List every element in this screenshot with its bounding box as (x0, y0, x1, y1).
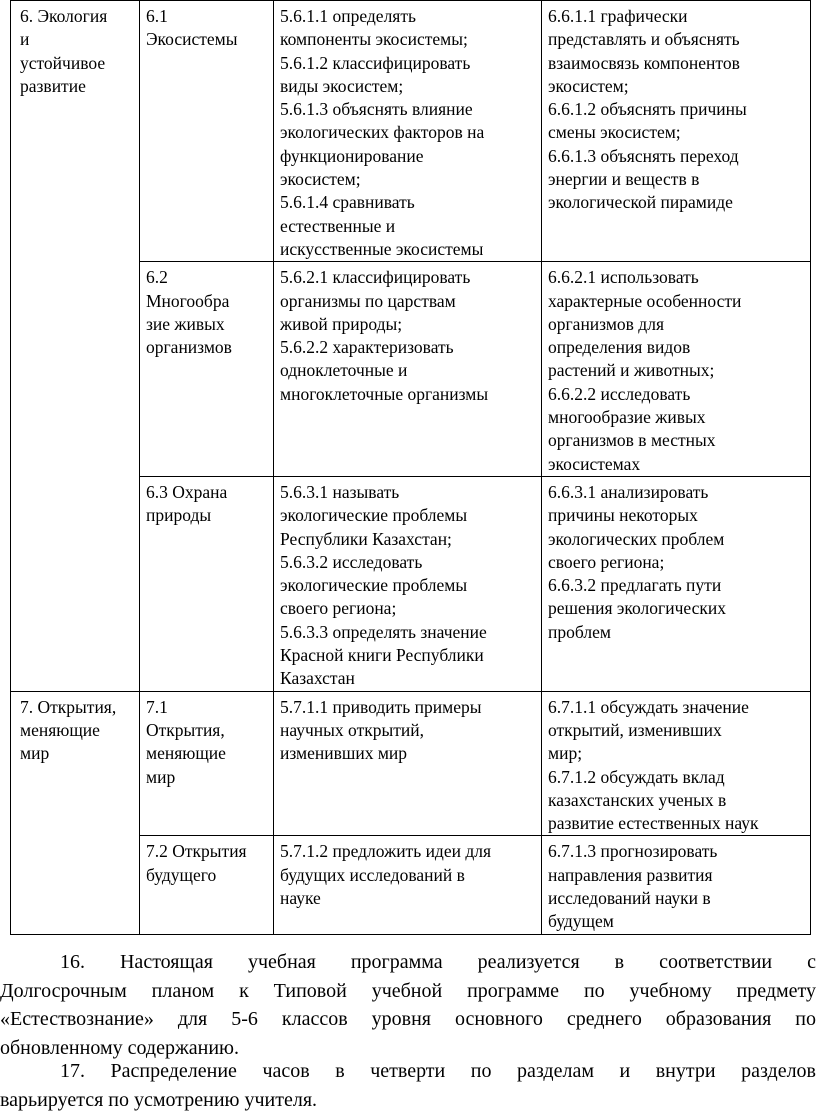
cell-text-line: 7.2 Открытия (146, 840, 267, 863)
cell-text-line: казахстанских ученых в (548, 789, 804, 812)
cell-text-line: 6.6.2.2 исследовать (548, 383, 804, 406)
cell-text-line: и (20, 28, 133, 51)
cell-text-line: 5.6.3.3 определять значение (280, 621, 535, 644)
cell-text-line: 5.6.1.2 классифицировать (280, 52, 535, 75)
paragraph-line: 16. Настоящая учебная программа реализуется в соответствии с (0, 948, 816, 977)
cell-text-line: будущего (146, 864, 267, 887)
cell-text-line: будущих исследований в (280, 864, 535, 887)
cell-text-line: естественные и (280, 215, 535, 238)
cell-text-line: организмов (146, 336, 267, 359)
cell-text-line: 5.7.1.1 приводить примеры (280, 696, 535, 719)
subsection-cell (140, 262, 274, 477)
cell-text-line: многообразие живых (548, 406, 804, 429)
section-cell (11, 1, 140, 692)
cell-text-line: исследований науки в (548, 887, 804, 910)
cell-text-line: характерные особенности (548, 290, 804, 313)
cell-text-line: меняющие (146, 742, 267, 765)
cell-text-line: науке (280, 887, 535, 910)
cell-text-line: растений и животных; (548, 359, 804, 382)
paragraph-line: «Естествознание» для 5-6 классов уровня основного среднего образования по (0, 1005, 816, 1034)
goals-grade5-cell (274, 476, 542, 691)
paragraph-17 (0, 1057, 816, 1114)
cell-text-line: 6.6.3.1 анализировать (548, 481, 804, 504)
cell-text-line: Открытия, (146, 719, 267, 742)
cell-text-line: многоклеточные организмы (280, 383, 535, 406)
cell-text-line: 6.6.1.1 графически (548, 5, 804, 28)
cell-text-line: 6.7.1.3 прогнозировать (548, 840, 804, 863)
goals-grade6-cell (542, 262, 811, 477)
cell-text-line: 5.6.2.1 классифицировать (280, 266, 535, 289)
cell-text-line: 5.6.3.2 исследовать (280, 551, 535, 574)
cell-text-line: 6.6.3.2 предлагать пути (548, 574, 804, 597)
subsection-cell (140, 691, 274, 836)
cell-text-line: Казахстан (280, 667, 535, 690)
cell-text-line: организмы по царствам (280, 290, 535, 313)
cell-text-line: 5.6.1.1 определять (280, 5, 535, 28)
cell-text-line: изменивших мир (280, 742, 535, 765)
cell-text-line: своего региона; (280, 597, 535, 620)
cell-text-line: одноклеточные и (280, 359, 535, 382)
cell-text-line: 6.7.1.1 обсуждать значение (548, 696, 804, 719)
cell-text-line: 5.7.1.2 предложить идеи для (280, 840, 535, 863)
cell-text-line: причины некоторых (548, 504, 804, 527)
cell-text-line: 6.1 (146, 5, 267, 28)
cell-text-line: 7. Открытия, (20, 696, 133, 719)
cell-text-line: организмов для (548, 313, 804, 336)
cell-text-line: 6.2 (146, 266, 267, 289)
cell-text-line: представлять и объяснять (548, 28, 804, 51)
cell-text-line: 6.6.1.3 объяснять переход (548, 145, 804, 168)
cell-text-line: функционирование (280, 145, 535, 168)
goals-grade5-cell (274, 691, 542, 836)
subsection-cell (140, 836, 274, 934)
cell-text-line: компоненты экосистемы; (280, 28, 535, 51)
cell-text-line: 5.6.1.4 сравнивать (280, 191, 535, 214)
cell-text-line: виды экосистем; (280, 75, 535, 98)
cell-text-line: экологических факторов на (280, 121, 535, 144)
cell-text-line: 5.6.2.2 характеризовать (280, 336, 535, 359)
cell-text-line: зие живых (146, 313, 267, 336)
cell-text-line: экологических проблем (548, 528, 804, 551)
curriculum-table (10, 0, 811, 935)
cell-text-line: экологической пирамиде (548, 191, 804, 214)
cell-text-line: направления развития (548, 864, 804, 887)
paragraph-line: обновленному содержанию. (0, 1034, 816, 1063)
paragraph-line: Долгосрочным планом к Типовой учебной программе по учебному предмету (0, 977, 816, 1006)
cell-text-line: экосистем; (280, 168, 535, 191)
cell-text-line: будущем (548, 910, 804, 933)
cell-text-line: открытий, изменивших (548, 719, 804, 742)
cell-text-line: 5.6.3.1 называть (280, 481, 535, 504)
cell-text-line: 6.3 Охрана (146, 481, 267, 504)
paragraph-16 (0, 948, 816, 1062)
cell-text-line: организмов в местных (548, 429, 804, 452)
cell-text-line: 6.7.1.2 обсуждать вклад (548, 766, 804, 789)
cell-text-line: 7.1 (146, 696, 267, 719)
cell-text-line: устойчивое (20, 52, 133, 75)
section-cell (11, 691, 140, 934)
cell-text-line: Многообра (146, 290, 267, 313)
goals-grade6-cell (542, 691, 811, 836)
paragraph-line: 17. Распределение часов в четверти по разделам и внутри разделов (0, 1057, 816, 1086)
goals-grade5-cell (274, 836, 542, 934)
cell-text-line: взаимосвязь компонентов (548, 52, 804, 75)
goals-grade6-cell (542, 476, 811, 691)
goals-grade6-cell (542, 1, 811, 262)
cell-text-line: Экосистемы (146, 28, 267, 51)
cell-text-line: проблем (548, 621, 804, 644)
cell-text-line: мир; (548, 742, 804, 765)
cell-text-line: определения видов (548, 336, 804, 359)
cell-text-line: экологические проблемы (280, 574, 535, 597)
cell-text-line: экосистем; (548, 75, 804, 98)
cell-text-line: мир (146, 766, 267, 789)
cell-text-line: экологические проблемы (280, 504, 535, 527)
cell-text-line: решения экологических (548, 597, 804, 620)
cell-text-line: мир (20, 742, 133, 765)
cell-text-line: смены экосистем; (548, 121, 804, 144)
paragraph-line: варьируется по усмотрению учителя. (0, 1086, 816, 1114)
cell-text-line: развитие (20, 75, 133, 98)
cell-text-line: своего региона; (548, 551, 804, 574)
cell-text-line: экосистемах (548, 453, 804, 476)
cell-text-line: живой природы; (280, 313, 535, 336)
table-row (11, 1, 811, 262)
subsection-cell (140, 476, 274, 691)
cell-text-line: искусственные экосистемы (280, 238, 535, 261)
cell-text-line: 5.6.1.3 объяснять влияние (280, 98, 535, 121)
table-row (11, 691, 811, 836)
cell-text-line: меняющие (20, 719, 133, 742)
cell-text-line: энергии и веществ в (548, 168, 804, 191)
goals-grade6-cell (542, 836, 811, 934)
cell-text-line: развитие естественных наук (548, 812, 804, 835)
cell-text-line: Республики Казахстан; (280, 528, 535, 551)
cell-text-line: природы (146, 504, 267, 527)
cell-text-line: научных открытий, (280, 719, 535, 742)
goals-grade5-cell (274, 1, 542, 262)
cell-text-line: Красной книги Республики (280, 644, 535, 667)
goals-grade5-cell (274, 262, 542, 477)
cell-text-line: 6.6.2.1 использовать (548, 266, 804, 289)
cell-text-line: 6.6.1.2 объяснять причины (548, 98, 804, 121)
subsection-cell (140, 1, 274, 262)
cell-text-line: 6. Экология (20, 5, 133, 28)
